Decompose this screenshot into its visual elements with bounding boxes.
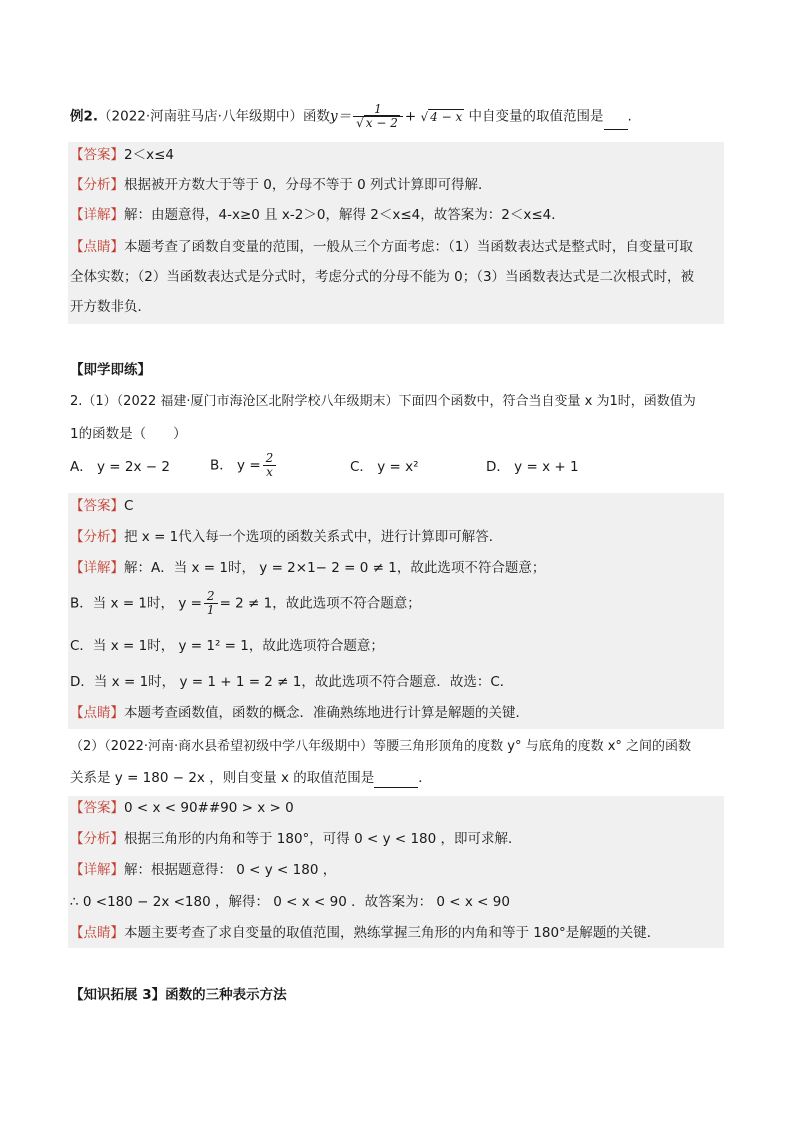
option-a: A． y = 2x − 2 — [70, 459, 170, 475]
q2-detail-line2: B．当 x = 1时， y = $\frac{2}{1}$ = 2 ≠ 1，故此选项不符合题意； — [70, 589, 421, 617]
q3-comment: 【点睛】本题主要考查了求自变量的取值范围，熟练掌握三角形的内角和等于 180°是解题的关键． — [70, 925, 661, 941]
answer-blank — [604, 129, 628, 130]
q2-analysis: 【分析】把 x = 1代入每一个选项的函数关系式中，进行计算即可解答． — [70, 529, 503, 545]
q2-comment: 【点睛】本题考查函数值，函数的概念．准确熟练地进行计算是解题的关键． — [70, 705, 529, 721]
ex2-answer: 【答案】2＜x≤4 — [70, 147, 174, 163]
q3-detail-line2: ∴ 0 <180 − 2x <180 ，解得： 0 < x < 90 ．故答案为： 0 < x < 90 — [70, 894, 510, 910]
answer-blank — [374, 787, 418, 788]
example-2-question: 例2.（2022·河南驻马店·八年级期中）函数y＝ $\frac{1}{√ x - 2}$ + √ 4 − x 中自变量的取值范围是 . — [70, 102, 632, 130]
example-label: 例2. — [70, 108, 99, 125]
q2-detail-line3: C．当 x = 1时， y = 1² = 1，故此选项符合题意； — [70, 638, 384, 654]
q2-detail: 【详解】解：A．当 x = 1时， y = 2×1− 2 = 0 ≠ 1，故此选项不符合题意； — [70, 560, 546, 576]
option-b: B． y = $\frac{2}{x}$ — [210, 452, 278, 479]
q3-answer: 【答案】0 < x < 90##90 > x > 0 — [70, 800, 294, 816]
ex2-analysis: 【分析】根据被开方数大于等于 0，分母不等于 0 列式计算即可得解． — [70, 177, 492, 193]
fraction: $\frac{1}{√ x - 2}$ — [353, 103, 403, 130]
ex2-comment: 【点睛】本题考查了函数自变量的范围，一般从三个方面考虑：（1）当函数表达式是整式时，自变量可取 — [70, 239, 693, 255]
ex2-comment-line3: 开方数非负． — [70, 299, 151, 315]
practice-header: 【即学即练】 — [70, 362, 151, 378]
q2-question-line2: 1的函数是（ ） — [70, 426, 187, 442]
ex2-comment-line2: 全体实数；（2）当函数表达式是分式时，考虑分式的分母不能为 0；（3）当函数表达式是二次根式时，被 — [70, 269, 695, 285]
q2-answer: 【答案】C — [70, 498, 134, 514]
q3-analysis: 【分析】根据三角形的内角和等于 180°，可得 0 < y < 180 ，即可求解． — [70, 831, 522, 847]
ex2-solution-block — [68, 142, 724, 324]
q3-detail: 【详解】解：根据题意得： 0 < y < 180 ， — [70, 862, 337, 878]
q3-question-line1: （2）（2022·河南·商水县希望初级中学八年级期中）等腰三角形顶角的度数 y° 与底角的度数 x° 之间的函数 — [70, 739, 692, 754]
q2-question-line1: 2.（1）（2022 福建·厦门市海沧区北附学校八年级期末）下面四个函数中，符合当自变量 x 为1时，函数值为 — [70, 394, 696, 409]
square-root: √ 4 − x — [420, 109, 463, 124]
knowledge-header: 【知识拓展 3】函数的三种表示方法 — [70, 987, 287, 1003]
option-d: D． y = x + 1 — [486, 459, 579, 475]
q2-detail-line4: D．当 x = 1时， y = 1 + 1 = 2 ≠ 1，故此选项不符合题意．故选：C． — [70, 674, 514, 690]
q3-question-line2: 关系是 y = 180 − 2x ，则自变量 x 的取值范围是 ． — [70, 770, 432, 786]
ex2-detail: 【详解】解：由题意得，4-x≥0 且 x-2＞0，解得 2＜x≤4，故答案为：2＜x≤4． — [70, 207, 565, 223]
option-c: C． y = x² — [350, 459, 419, 475]
